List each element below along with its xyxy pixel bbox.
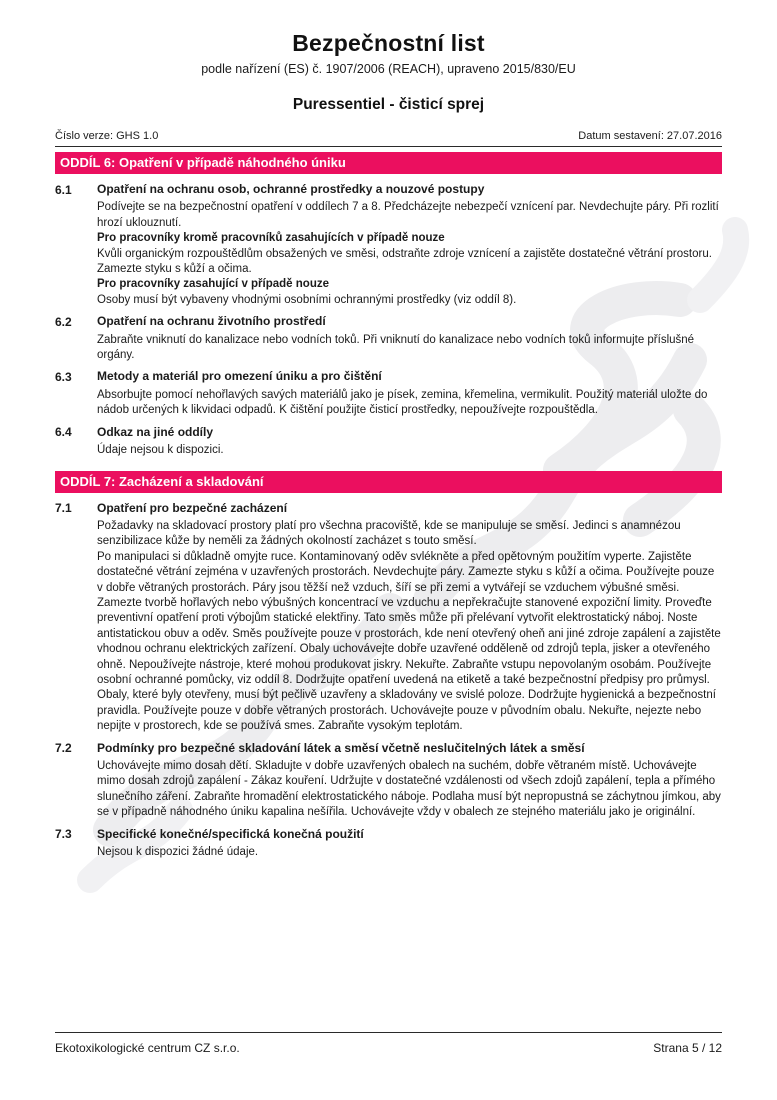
version-label: Číslo verze: GHS 1.0 — [55, 130, 159, 142]
footer-company: Ekotoxikologické centrum CZ s.r.o. — [55, 1041, 240, 1055]
product-title: Puressentiel - čisticí sprej — [292, 96, 485, 113]
item-heading: Opatření pro bezpečné zacházení — [97, 500, 288, 515]
item-paragraph: Uchovávejte mimo dosah dětí. Skladujte v dobře uzavřených obalech na suchém, dobře větraném místě. Uchovávejte mimo dosah zdrojů zapálení - Zákaz kouření. Udržujte v dostatečné vzdálenosti od všech zdojů zapálení, tepla a přímého slunečního záření. Zabraňte hromadění elektrostatického náboje. Podlaha musí být nepropustná se záchytnou jímkou, aby se v případně náhodného úniku kapalina nešířila. Uchovávejte vždy v obalech ze stejného materiálu jako je originální. — [97, 760, 721, 819]
item-paragraph: Údaje nejsou k dispozici. — [97, 444, 224, 457]
item-heading: Opatření na ochranu životního prostředí — [97, 314, 326, 329]
item-6-2 — [55, 314, 722, 363]
item-subheading: Pro pracovníky zasahující v případě nouze — [97, 278, 329, 291]
item-number: 6.4 — [55, 425, 72, 440]
page-footer — [55, 1032, 722, 1055]
item-paragraph: Kvůli organickým rozpouštědlům obsažených ve směsi, odstraňte zdroje vznícení a zajistěte dostatečné větrání prostoru. Zamezte styku s kůží a očima. — [97, 247, 712, 276]
item-7-2 — [55, 741, 722, 821]
section-6-items — [55, 182, 722, 459]
date-label: Datum sestavení: 27.07.2016 — [578, 130, 722, 142]
item-paragraph: Po manipulaci si důkladně omyjte ruce. Kontaminovaný oděv svlékněte a před opětovným použitím vyperte. Zajistěte dostatečné větrání zejména v uzavřených prostorách. Nevdechujte páry. Zamezte styku s kůží a očima. Používejte pouze v dobře větraných prostorách. Páry jsou těžší než vzduch, šíří se při zemi a vytvářejí se vzduchem výbušné směsi. Zamezte tvorbě hořlavých nebo výbušných koncentrací ve vzduchu a nepřekračujte stanovené expoziční limity. Proveďte preventivní opatření proti výbojům statické elektřiny. Tato směs může při přelévaní vytvořit elektrostatický náboj. Noste antistatickou obuv a oděv. Směs používejte pouze v prostorách, kde není otevřený oheň ani jiné zdroje zapálení a zajistěte vhodnou ochranu elektrických zařízení. Obaly uchovávejte dobře uzavřené odděleně od zdrojů tepla, jisker a otevřeného ohně. Nepoužívejte nástroje, které mohou produkovat jiskry. Nekuřte. Zabraňte vstupu nepovolaným osobám. Používejte osobní ochranné pomůcky, viz oddíl 8. Dodržujte opatření uvedená na etiketě a také bezpečnostní předpisy pro průmysl. Obaly, které byly otevřeny, musí být pečlivě uzavřeny a skladovány ve svislé poloze. Dodržujte hygienická a bezpečnostní pravidla. Používejte pouze v dobře větraných prostorách. Uchovávejte pouze v původním obalu. Nekuřte, nejezte nebo nepijte v prostorech, kde se používá smes. Zabraňte vysokým teplotám. — [97, 550, 721, 733]
item-number: 6.3 — [55, 369, 72, 384]
document-subtitle: podle nařízení (ES) č. 1907/2006 (REACH), upraveno 2015/830/EU — [201, 62, 576, 76]
item-number: 7.2 — [55, 741, 72, 756]
item-7-1 — [55, 501, 722, 735]
item-paragraph: Nejsou k dispozici žádné údaje. — [97, 846, 259, 859]
section-banner-oddil-7: ODDÍL 7: Zacházení a skladování — [55, 471, 722, 493]
item-paragraph: Absorbujte pomocí nehořlavých savých materiálů jako je písek, zemina, křemelina, vermikulit. Použitý materiál uložte do nádob určených k likvidaci odpadů. K čištění použijte čisticí prostředky, nepoužívejte rozpouštědla. — [97, 388, 708, 417]
item-heading: Metody a materiál pro omezení úniku a pro čištění — [97, 369, 382, 384]
item-heading: Podmínky pro bezpečné skladování látek a směsí včetně neslučitelných látek a směsí — [97, 740, 585, 755]
meta-row — [55, 130, 722, 146]
item-7-3 — [55, 827, 722, 861]
section-banner-oddil-6: ODDÍL 6: Opatření v případě náhodného úniku — [55, 152, 722, 174]
item-paragraph: Osoby musí být vybaveny vhodnými osobními ochrannými prostředky (viz oddíl 8). — [97, 293, 517, 306]
document-title: Bezpečnostní list — [292, 30, 485, 56]
item-number: 6.2 — [55, 314, 72, 329]
footer-page-number: Strana 5 / 12 — [653, 1041, 722, 1055]
item-number: 6.1 — [55, 182, 72, 197]
item-subheading: Pro pracovníky kromě pracovníků zasahujících v případě nouze — [97, 232, 445, 245]
item-paragraph: Požadavky na skladovací prostory platí pro všechna pracoviště, kde se manipuluje se směsí. Jedinci s anamnézou senzibilizace kůže by neměli za žádných okolností zacházet s touto směsí. — [97, 519, 681, 548]
item-heading: Specifické konečné/specifická konečná použití — [97, 826, 364, 841]
item-number: 7.3 — [55, 827, 72, 842]
item-paragraph: Zabraňte vniknutí do kanalizace nebo vodních toků. Při vniknutí do kanalizace nebo vodních toků informujte příslušné orgány. — [97, 333, 695, 362]
item-number: 7.1 — [55, 501, 72, 515]
header-divider — [55, 146, 722, 147]
item-6-1 — [55, 182, 722, 308]
section-7-items — [55, 501, 722, 861]
item-paragraph: Podívejte se na bezpečnostní opatření v oddílech 7 a 8. Předcházejte nebezpečí vznícení par. Nevdechujte páry. Při rozlití hrozí uklouznutí. — [97, 201, 719, 229]
item-heading: Opatření na ochranu osob, ochranné prostředky a nouzové postupy — [97, 182, 485, 196]
item-heading: Odkaz na jiné oddíly — [97, 424, 214, 439]
item-6-4 — [55, 425, 722, 459]
item-6-3 — [55, 369, 722, 418]
